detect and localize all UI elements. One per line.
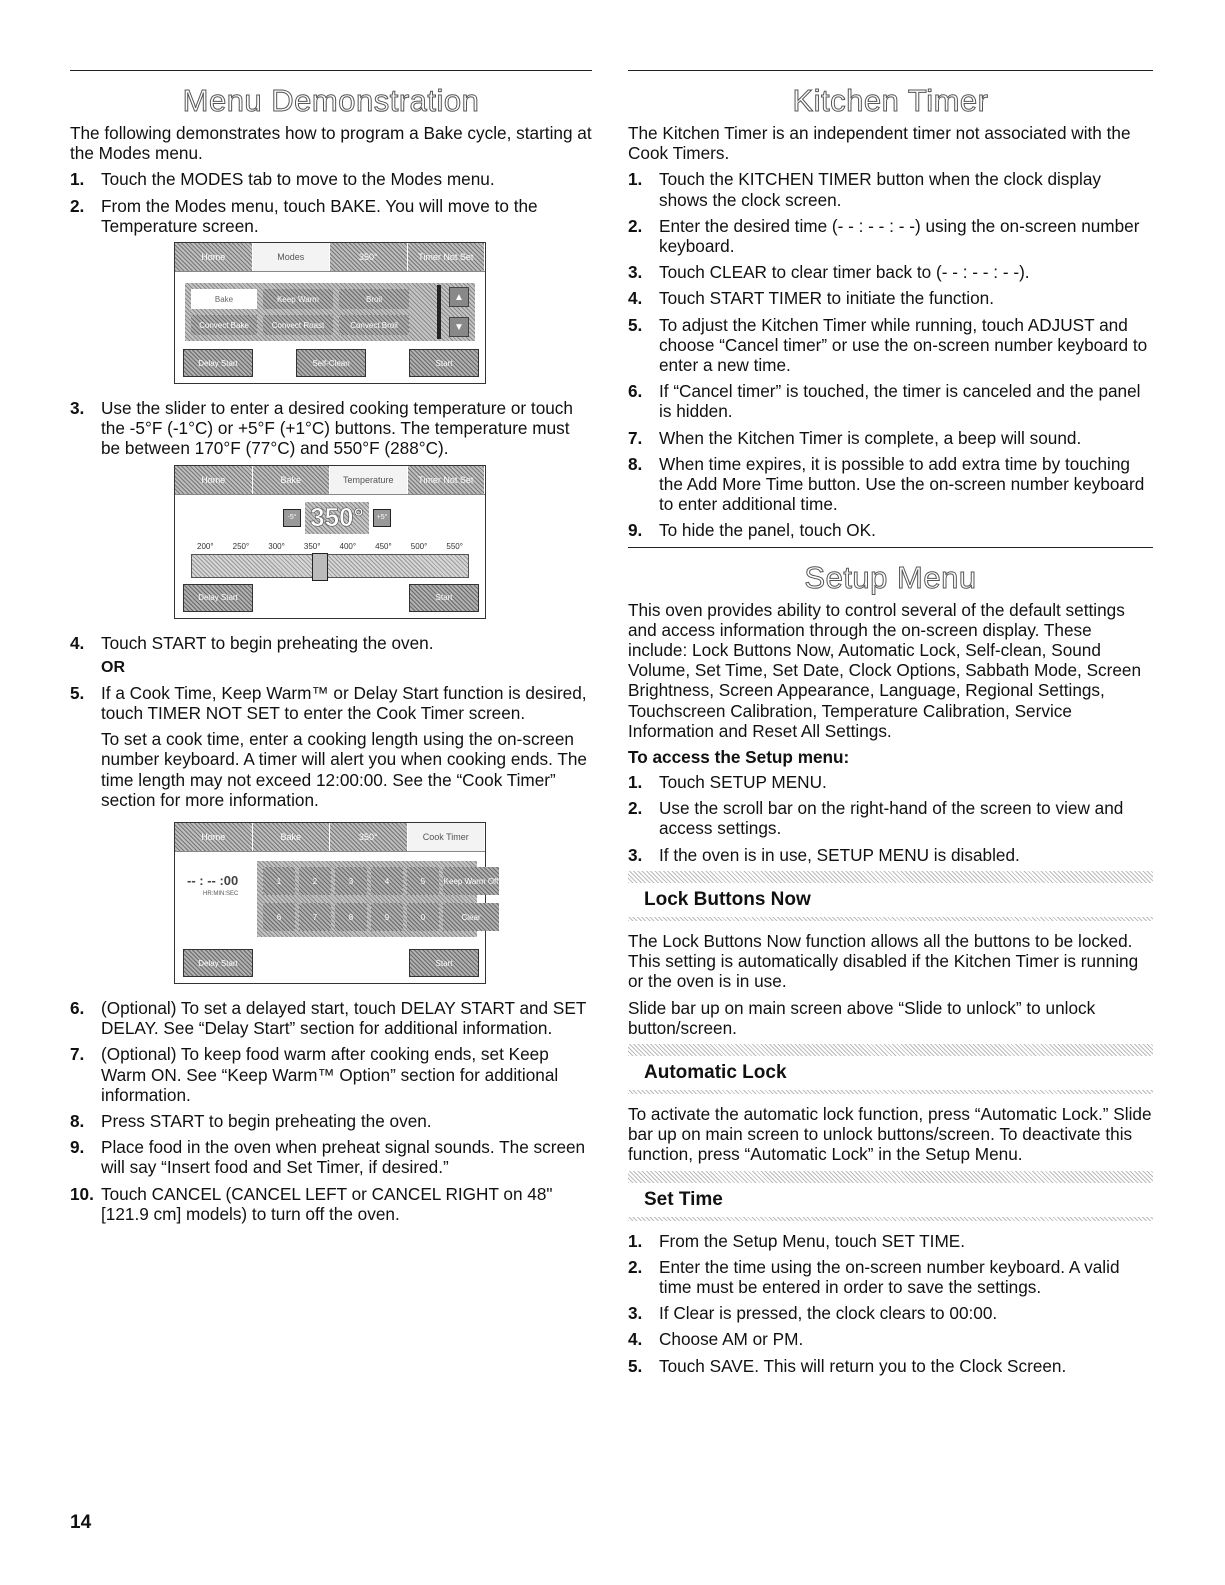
number-keypad (257, 861, 499, 937)
step-item: 7. When the Kitchen Timer is complete, a beep will sound. (628, 427, 1082, 448)
or-label: OR (101, 658, 125, 676)
tick-label: 550° (446, 541, 463, 551)
start-button: Start (409, 949, 479, 977)
modes-screen-image (174, 242, 486, 384)
menu-demo-steps-e (70, 998, 592, 1224)
screen-buttons (183, 949, 479, 977)
key-9: 9 (371, 903, 403, 931)
key-1: 1 (263, 867, 295, 895)
delay-start-button: Delay Start (183, 349, 253, 377)
mode-bake: Bake (191, 289, 257, 309)
start-button: Start (409, 349, 479, 377)
step-item: 1. From the Setup Menu, touch SET TIME. (628, 1230, 966, 1251)
mode-keep-warm: Keep Warm (263, 289, 333, 309)
kitchen-timer-intro: The Kitchen Timer is an independent timer not associated with the Cook Timers. (628, 123, 1131, 164)
delay-start-button: Delay Start (183, 949, 253, 977)
tick-label: 250° (232, 541, 250, 551)
tick-label: 500° (410, 541, 428, 551)
step-item: 4. Touch START TIMER to initiate the function. (628, 288, 994, 309)
tab-bake: Bake (253, 823, 331, 851)
key-5: 5 (407, 867, 439, 895)
step5-extra: To set a cook time, enter a cooking length using the on-screen number keyboard. A timer will alert you when cooking ends. The time length may not exceed 12:00:00. See the “Cook Timer” section for more information. (101, 729, 587, 810)
mode-convect-bake: Convect Bake (191, 315, 257, 335)
menu-demo-steps-d (70, 683, 592, 723)
subsection-band (628, 1217, 1153, 1221)
temperature-screen-image (174, 465, 486, 619)
left-column (70, 70, 592, 1230)
scroll-up-icon: ▲ (449, 287, 469, 307)
temperature-value: 350° (305, 502, 369, 534)
minus-five-button: -5° (283, 509, 301, 527)
lock-buttons-now-title: Lock Buttons Now (644, 888, 811, 910)
menu-demo-intro: The following demonstrates how to program a Bake cycle, starting at the Modes menu. (70, 123, 592, 164)
subsection-band (628, 1090, 1153, 1094)
set-time-steps (628, 1231, 1153, 1376)
section-rule (628, 70, 1153, 71)
setup-intro: This oven provides ability to control several of the default settings and access information through the on-screen display. These include: Lock Buttons Now, Automatic Lock, Self-clean, Sound Volume, Set Time, Set Date, Clock Options, Sabbath Mode, Screen Brightness, Screen Appearance, Language, Regional Settings, Touchscreen Calibration, Temperature Calibration, Service Information and Reset All Settings. (628, 599, 1142, 741)
plus-five-button: +5° (373, 509, 391, 527)
tab-timer: Timer Not Set (408, 243, 486, 271)
slider-knob (312, 553, 328, 581)
key-8: 8 (335, 903, 367, 931)
temperature-slider (191, 554, 469, 578)
self-clean-button: Self-Clean (296, 349, 366, 377)
step-item: 4. Choose AM or PM. (628, 1329, 804, 1350)
timer-display: -- : -- :00 (187, 873, 239, 889)
scroll-down-icon: ▼ (449, 317, 469, 337)
tick-label: 400° (339, 541, 357, 551)
right-column (628, 70, 1153, 1382)
cook-timer-screen-image (174, 822, 499, 984)
tick-label: 350° (303, 541, 321, 551)
modes-panel (185, 283, 475, 341)
kitchen-timer-title: Kitchen Timer (792, 83, 989, 118)
step-item: 3. If the oven is in use, SETUP MENU is disabled. (628, 844, 1020, 865)
step-item: 1. Touch SETUP MENU. (628, 772, 827, 793)
lock-buttons-p2: Slide bar up on main screen above “Slide to unlock” to unlock button/screen. (628, 997, 1096, 1038)
subsection-band (628, 1171, 1153, 1183)
menu-demonstration-title: Menu Demonstration (182, 83, 480, 118)
mode-convect-broil: Convect Broil (339, 315, 409, 335)
screen-buttons (183, 584, 479, 612)
slider-ticks (197, 542, 463, 551)
key-2: 2 (299, 867, 331, 895)
step-item: 6. (Optional) To set a delayed start, touch DELAY START and SET DELAY. See “Delay Start” section for additional information. (70, 998, 587, 1039)
step-item: 5. Touch SAVE. This will return you to the Clock Screen. (628, 1355, 1067, 1376)
key-6: 6 (263, 903, 295, 931)
key-0: 0 (407, 903, 439, 931)
clear-button: Clear (443, 903, 499, 931)
keep-warm-off-button: Keep Warm Off (443, 867, 499, 895)
start-button: Start (409, 584, 479, 612)
step-item: 3. Use the slider to enter a desired cooking temperature or touch the -5°F (-1°C) or +5°F (+1°C) buttons. The temperature must be between 170°F (77°C) and 550°F (288°C). (70, 398, 573, 459)
kitchen-timer-steps (628, 169, 1153, 540)
step-item: 1. Touch the MODES tab to move to the Modes menu. (70, 169, 495, 190)
section-rule (70, 70, 592, 71)
tick-label: 200° (197, 541, 214, 551)
step-item: 2. Use the scroll bar on the right-hand of the screen to view and access settings. (628, 798, 1124, 839)
screen-tabs (175, 823, 485, 852)
delay-start-button: Delay Start (183, 584, 253, 612)
tab-cook-timer: Cook Timer (408, 823, 486, 851)
key-4: 4 (371, 867, 403, 895)
page-number: 14 (70, 1512, 92, 1533)
step-item: 1. Touch the KITCHEN TIMER button when the clock display shows the clock screen. (628, 169, 1101, 210)
setup-menu-title: Setup Menu (804, 559, 977, 595)
step-item: 5. To adjust the Kitchen Timer while running, touch ADJUST and choose “Cancel timer” or use the on-screen number keyboard to enter a new time. (628, 314, 1148, 376)
step-item: 6. If “Cancel timer” is touched, the timer is canceled and the panel is hidden. (628, 381, 1141, 422)
tick-label: 450° (375, 541, 392, 551)
step-item: 8. Press START to begin preheating the oven. (70, 1111, 432, 1132)
tab-home: Home (175, 823, 253, 851)
scroll-track (437, 285, 441, 339)
tab-bake: Bake (253, 466, 331, 494)
key-3: 3 (335, 867, 367, 895)
timer-units: HR:MIN:SEC (203, 891, 239, 898)
step-item: 3. If Clear is pressed, the clock clears to 00:00. (628, 1303, 998, 1324)
screen-buttons (183, 349, 479, 377)
step-item: 2. Enter the desired time (- - : - - : - -) using the on-screen number keyboard. (628, 215, 1140, 257)
mode-broil: Broil (339, 289, 409, 309)
step-item: 4. Touch START to begin preheating the oven. (70, 632, 434, 653)
step-item: 8. When time expires, it is possible to add extra time by touching the Add More Time button. Use the on-screen number keyboard to enter additional time. (628, 453, 1145, 515)
set-time-title: Set Time (644, 1188, 723, 1210)
step-item: 7. (Optional) To keep food warm after cooking ends, set Keep Warm ON. See “Keep Warm™ Option” section for additional information. (70, 1044, 559, 1105)
tab-modes: Modes (253, 243, 331, 271)
tab-temperature: 350° (330, 823, 408, 851)
menu-demo-steps-a (70, 169, 592, 236)
tab-home: Home (175, 243, 253, 271)
screen-tabs (175, 466, 485, 495)
tab-timer: Timer Not Set (408, 466, 486, 494)
step-item: 10. Touch CANCEL (CANCEL LEFT or CANCEL RIGHT on 48" [121.9 cm] models) to turn off the oven. (70, 1183, 553, 1224)
mode-convect-roast: Convect Roast (263, 315, 333, 335)
access-setup-heading: To access the Setup menu: (628, 747, 850, 768)
tab-temperature: Temperature (330, 466, 408, 494)
access-setup-steps (628, 772, 1153, 865)
step-item: 5. If a Cook Time, Keep Warm™ or Delay Start function is desired, touch TIMER NOT SET to enter the Cook Timer screen. (70, 682, 587, 724)
subsection-band (628, 1044, 1153, 1056)
tick-label: 300° (268, 541, 285, 551)
automatic-lock-title: Automatic Lock (644, 1061, 787, 1083)
subsection-band (628, 917, 1153, 921)
step-item: 9. Place food in the oven when preheat signal sounds. The screen will say “Insert food and Set Timer, if desired.” (70, 1137, 586, 1178)
section-rule (628, 547, 1153, 548)
screen-tabs (175, 243, 485, 272)
keypad-grid (263, 867, 499, 931)
lock-buttons-p1: The Lock Buttons Now function allows all the buttons to be locked. This setting is automatically disabled if the Kitchen Timer is running or the oven is in use. (628, 930, 1139, 992)
step-item: 2. From the Modes menu, touch BAKE. You will move to the Temperature screen. (70, 195, 538, 236)
automatic-lock-p1: To activate the automatic lock function, press “Automatic Lock.” Slide bar up on main screen to unlock buttons/screen. To deactivate this function, press “Automatic Lock” in the Setup Menu. (628, 1103, 1152, 1165)
subsection-band (628, 871, 1153, 883)
tab-temperature: 350° (330, 243, 408, 271)
menu-demo-steps-c (70, 633, 592, 653)
menu-demo-steps-b (70, 398, 592, 459)
step-item: 3. Touch CLEAR to clear timer back to (- - : - - : - -). (628, 262, 1030, 283)
tab-home: Home (175, 466, 253, 494)
key-7: 7 (299, 903, 331, 931)
temperature-control (283, 502, 391, 534)
step-item: 2. Enter the time using the on-screen number keyboard. A valid time must be entered in order to save the settings. (628, 1256, 1120, 1297)
step-item: 9. To hide the panel, touch OK. (628, 520, 876, 541)
